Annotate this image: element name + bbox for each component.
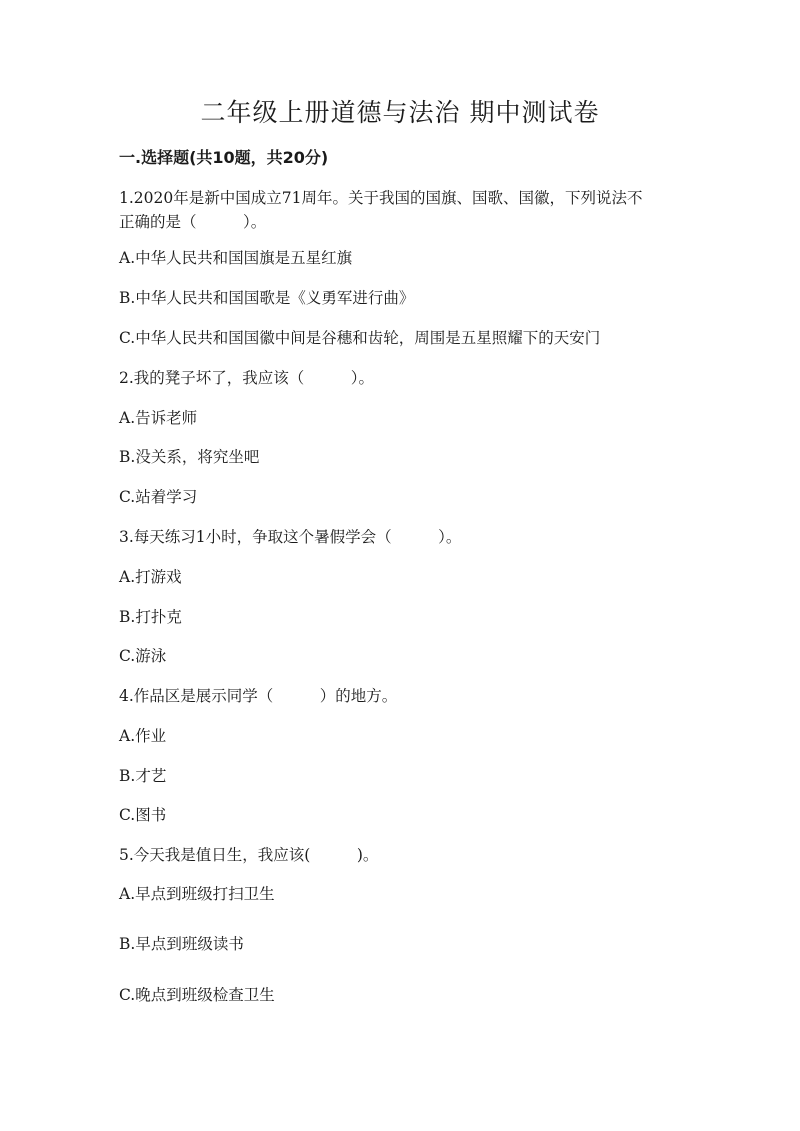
question-4-stem: 4.作品区是展示同学（ ）的地方。 [119,687,398,705]
question-3-option-c: C.游泳 [119,647,167,665]
question-1-stem-line-2: 正确的是（ ）。 [119,213,267,231]
question-3-option-b: B.打扑克 [119,608,182,626]
question-1-stem-line-1: 1.2020年是新中国成立71周年。关于我国的国旗、国歌、国徽，下列说法不 [119,189,643,207]
question-1-option-b: B.中华人民共和国国歌是《义勇军进行曲》 [119,289,415,307]
question-2-option-c: C.站着学习 [119,488,198,506]
question-4-option-b: B.才艺 [119,767,167,785]
question-3-option-a: A.打游戏 [119,568,182,586]
section-heading: 一.选择题(共10题，共20分) [119,148,329,167]
question-1-option-c: C.中华人民共和国国徽中间是谷穗和齿轮，周围是五星照耀下的天安门 [119,329,601,347]
question-5-option-a: A.早点到班级打扫卫生 [119,885,275,903]
question-4-option-c: C.图书 [119,806,167,824]
question-3-stem: 3.每天练习1小时，争取这个暑假学会（ ）。 [119,528,462,546]
question-2-option-a: A.告诉老师 [119,409,198,427]
question-2-option-b: B.没关系，将究坐吧 [119,448,260,466]
question-5-option-b: B.早点到班级读书 [119,935,244,953]
question-4-option-a: A.作业 [119,727,167,745]
question-2-stem: 2.我的凳子坏了，我应该（ ）。 [119,369,375,387]
question-5-stem: 5.今天我是值日生，我应该( )。 [119,846,379,864]
page-title: 二年级上册道德与法治 期中测试卷 [200,98,600,127]
question-5-option-c: C.晚点到班级检查卫生 [119,986,275,1004]
question-1-option-a: A.中华人民共和国国旗是五星红旗 [119,249,353,267]
